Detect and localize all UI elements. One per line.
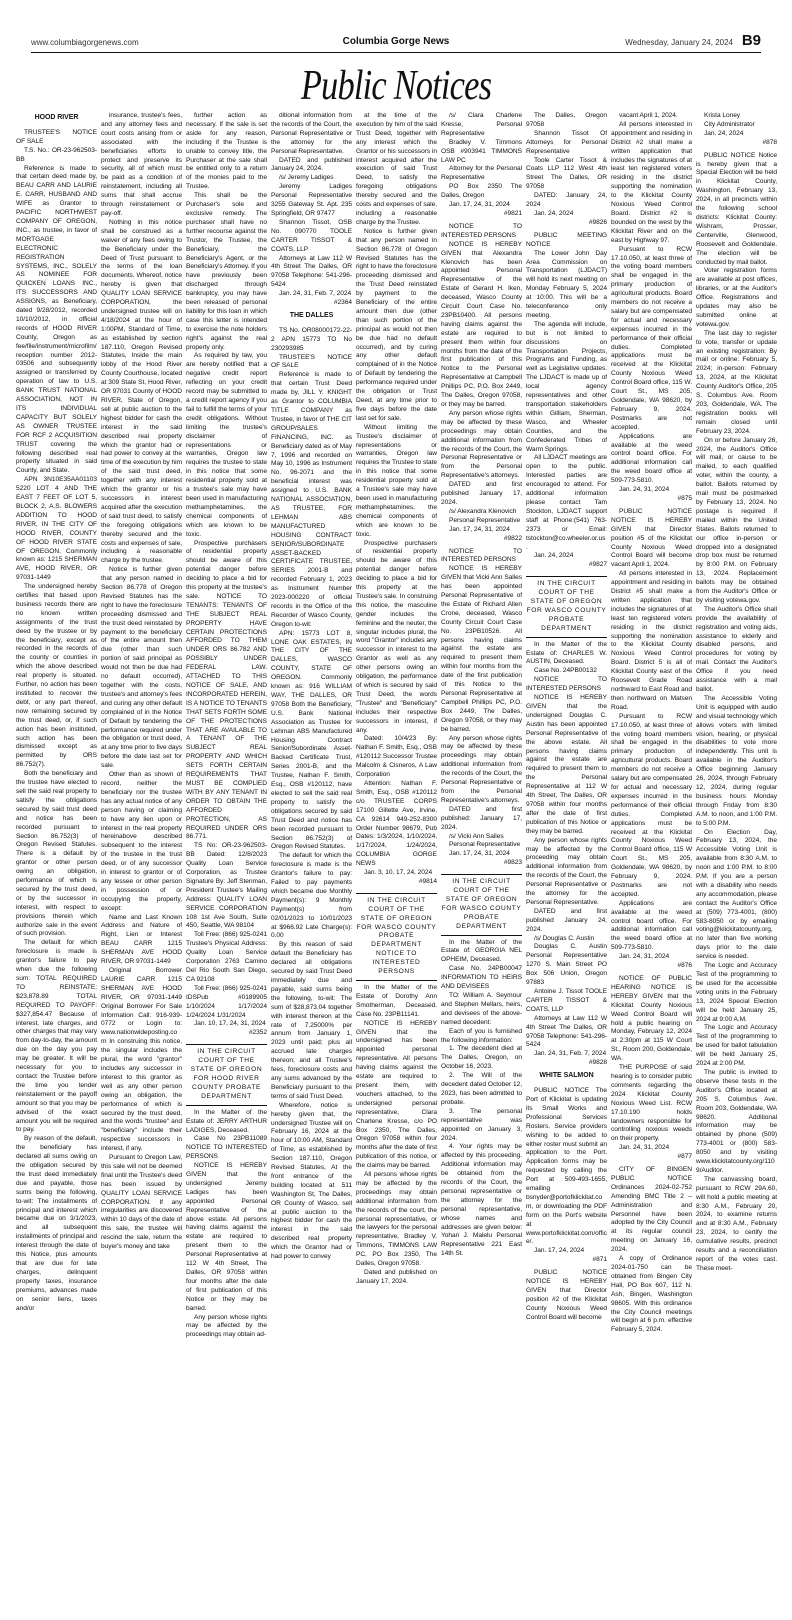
notice-paragraph: A copy of Ordinance 2024-01-750 can be obtained from Bingen City Hall, PO Box 607, 112 N. Ash, Bingen, Washington 98605. With this ordinance the City Council meetings will begin at 6 p.m. effective February 5, 2024. xyxy=(611,1255,692,1334)
notice-paragraph: PUBLIC NOTICE Notice is hereby given that a Special Election will be held in Klickitat County, Washington, February 13, 2024, in all precincts within the following school districts: Klickitat County: Wishram, Prosser, Centerville, Glenwood, Roosevelt and Goldendale. The election will be conducted by mail ballot. xyxy=(696,151,777,266)
notice-paragraph: vacant April 1, 2024. xyxy=(619,112,678,119)
notice-paragraph: Voter registration forms are available at post offices, libraries, or at the Auditor's Office. Registrations and updates may also be submitted online at votewa.gov. xyxy=(696,267,777,328)
notice-paragraph: NOTICE IS HEREBY GIVEN that the undersigned Jeremy Ladiges has been appointed Personal Representative of the above estate. All persons having claims against the estate are required to present them to the Personal Representative at 112 W 4th Street, The Dalles, OR 97058 within four months after the date of first publication of this Notice or they may be barred. xyxy=(186,1162,267,1312)
notice-paragraph: The Lower John Day Area Commission on Transportation (LJDACT) will hold its next meeting on Monday February 5, 2024 at 10:00. This will be a teleconference only meeting. xyxy=(526,249,607,319)
notice-number: #2352 xyxy=(248,1029,267,1037)
notice-paragraph: TS No: OR-23-962503-BB Dated: 12/8/2023 Quality Loan Service Corporation, as Trustee Signature By: Jeff Stenman, President Trustee's Mailing Address: QUALITY LOAN SERVICE CORPORATION 108 1st Ave South, Suite 450, Seattle, WA 98104 xyxy=(186,842,267,930)
notice-paragraph: Personal Representative xyxy=(449,516,521,524)
notice-paragraph: The Dalles, Oregon 97058 xyxy=(526,112,607,128)
notice-paragraph: PUBLIC NOTICE NOTICE IS HEREBY GIVEN that Director position #5 of the Klickitat County Noxious Weed Control Board will become vacant April 1, 2024. xyxy=(611,507,692,569)
notice-paragraph: DATED and first published: January 17, 2024. xyxy=(441,805,522,831)
notice-column xyxy=(271,112,352,1607)
notice-paragraph: Any person whose rights may be affected by the proceedings may obtain ad- xyxy=(186,1313,267,1339)
notice-paragraph: Without limiting the Trustee's disclaimer of representations or warranties, Oregon law requires the Trustee to state in this notice that some residential property sold at a Trustee's sale may have been used in manufacturing methamphetamines, the chemical components of which are known to be toxic. xyxy=(356,423,437,538)
notice-paragraph: Attorneys at Law 112 W 4th Street The Dalles, OR 97058 Telephone: 541-296-5424 xyxy=(271,254,352,289)
notice-paragraph: Personal Representative xyxy=(449,841,521,849)
notice-paragraph: DATED and published January 24, 2024. xyxy=(271,156,352,173)
notice-paragraph: All LJDACT meetings are open to the public. Interested parties are encouraged to attend. For additional information please contact Tam Stockton, LJDACT support staff at Phone:(541) 763-2373 or Email: tstockton@co.wheeler.or.us. xyxy=(526,454,607,551)
notice-paragraph: ditional information from the records of the Court, the Personal Representative or the attorney for the Personal Representative. xyxy=(271,112,352,155)
notice-number: #877 xyxy=(677,1153,692,1161)
notice-paragraph: All persons interested in appointment and residing in District #5 shall make a written application that includes the signatures of at least ten registered voters residing in the district supporting the nomination to the Klickitat County Noxious Weed Control Board. District 5 is all of Klickitat County east of the Roosevelt Grade Road northward to East Road and then northward on Matsen Road. xyxy=(611,570,692,711)
notice-number: #871 xyxy=(592,1256,607,1264)
notices-columns xyxy=(16,112,778,1607)
notice-paragraph: Pursuant to RCW 17.10.050, at least three of the voting board members shall be engaged in the primary production of agricultural products. Board members do not receive a salary but are compensated for actual and necessary expenses incurred in the performance of their official duties. Completed applications must be received at the Klickitat County Noxious Weed Control Board office, 115 W Court St., MS 205, Goldendale, WA 98620, by February 9, 2024. Postmarks are not accepted. xyxy=(611,712,692,898)
notice-paragraph: Jan. 10, 17, 24, 31, 2024 xyxy=(194,1020,266,1028)
notice-paragraph: Each of you is furnished the following information: xyxy=(441,1027,522,1044)
notice-column xyxy=(611,112,692,1607)
section-title: Public Notices xyxy=(300,63,492,109)
notice-paragraph: PUBLIC MEETING NOTICE xyxy=(526,231,607,248)
notice-paragraph: The public is invited to observe these tests in the Auditor's Office located at 205 S. Columbus Ave. Room 203, Goldendale, WA 98620. Additional information may be obtained by phone (509) 773-4001 or (800) 583-8050 and by visiting www.klickitatcounty.org/1109/Auditor. xyxy=(696,1068,777,1174)
notice-paragraph: 1. The decedent died at The Dalles, Oregon, on October 16, 2023. xyxy=(441,1045,522,1071)
notice-paragraph: NOTICE TO INTERESTED PERSONS xyxy=(526,676,607,693)
notice-column xyxy=(696,112,777,1607)
notice-paragraph: NOTICE IS HEREBY GIVEN that the undersigned Douglas C. Austin has been appointed Personal Representative of the above estate. All persons having claims against the estate are required to present them to the Personal Representative at 112 W 4th Street, The Dalles, OR 97058 within four months after the date of first publication of this Notice or they may be barred. xyxy=(526,694,607,835)
notice-paragraph: Jan. 17, 24, 31, 2024 xyxy=(449,850,510,858)
notice-paragraph: The last day to register to vote, transfer or update an existing registration: By mail or online: February 5, 2024; in-person: February 13, 2024, at the Klickitat County Auditor's Office, 205 S. Columbus Ave. Room 203, Goldendale, WA. The registration books will remain closed until February 23, 2024. xyxy=(696,329,777,435)
notice-number: #878 xyxy=(762,138,777,146)
notice-paragraph: The Logic and Accuracy Test of the programming to be used for the accessible voting units in the February 13, 2024 Special Election will be held January 25, 2024 at 9:00 A.M. xyxy=(696,962,777,1023)
notice-paragraph: Applications are available at the weed control board office. For additional information call the weed board office at 509-773-5810. xyxy=(611,899,692,952)
notice-paragraph: Jan. 17, 24, 31, 2024 xyxy=(449,201,510,209)
page-number: B9 xyxy=(741,32,761,49)
notice-number: #876 xyxy=(677,962,692,970)
notice-paragraph: Notice is further given that any person named in Section 86.778 of Oregon Revised Statutes has the right to have the foreclosure proceeding dismissed and the trust deed reinstated by payment to the beneficiary of the entire amount then due (other than such portion of said principal as would not then be due had no default occurred), together with the costs, trustee's and attorney's fees and curing any other default complained of in the Notice of Default by tendering the performance required under the obligation or trust deed, at any time prior to five days before the date last set for sale. xyxy=(101,566,182,770)
notice-paragraph: NOTICE TO INTERESTED PERSONS xyxy=(441,547,522,564)
notice-paragraph: PUBLIC NOTICE The Port of Klickitat is updating its Small Works and Professional Services Rosters. Service providers wishing to be added to either roster must submit an application to the Port. Application forms may be requested by calling the Port at 509-493-1655, emailing bsnyder@portofklickitat.com, or downloading the PDF form on the Port's website at www.portofklickitat.com/office/. xyxy=(526,1087,607,1246)
notice-paragraph: insurance, trustee's fees, and any attorney fees and court costs arising from or associated with the beneficiaries efforts to protect and preserve its security, all of which must be paid as a condition of reinstatement, including all sums that shall accrue through reinstatement or pay-off. xyxy=(101,112,182,217)
notice-column xyxy=(16,112,97,1607)
website-url[interactable]: www.columbiagorgenews.com xyxy=(31,38,139,47)
notice-paragraph: Notice is further given that any person named in Section 86.778 of Oregon Revised Statutes has the right to have the foreclosure proceeding dismissed and the Trust Deed reinstated by payment to the Beneficiary of the entire amount then due (other than such portion of the principal as would not then be due had no default occurred), and by curing any other default complained of in the Notice of Default by tendering the performance required under the obligation or Trust Deed, at any time prior to five days before the date last set for sale. xyxy=(356,227,437,422)
notice-paragraph: Attorneys at Law 112 W 4th Street The Dalles, OR 97058 Telephone: 541-296-5424 xyxy=(526,1014,607,1049)
notice-paragraph: PUBLIC NOTICE NOTICE IS HEREBY GIVEN that Director position #2 of the Klickitat County Noxious Weed Control Board will become xyxy=(526,1269,607,1321)
notice-paragraph: Pursuant to RCW 17.10.050, at least three of the voting board members shall be engaged in the primary production of agricultural products. Board members do not receive a salary but are compensated for actual and necessary expenses incurred in the performance of their official duties. Completed applications must be received at the Klickitat County Noxious Weed Control Board office, 115 W. Court St., MS 205, Goldendale, WA 98620, by February 9, 2024. Postmarks are not accepted. xyxy=(611,245,692,431)
court-caption: IN THE CIRCUIT COURT OF THE STATE OF OREGON FOR HOOD RIVER COUNTY PROBATE DEPARTMENT xyxy=(186,1044,267,1105)
notice-paragraph: Other than as shown of record, neither the beneficiary nor the trustee has any actual notice of any person having or claiming to have any lien upon or interest in the real property hereinabove described subsequent to the interest of the trustee in the trust deed, or of any successor in interest to grantor or of any lessee or other person in possession of or occupying the property, except: xyxy=(101,771,182,912)
notice-paragraph: Prospective purchasers of residential property should be aware of this potential danger before deciding to place a bid for this property at the Trustee's sale. In construing this notice, the masculine gender includes the feminine and the neuter, the singular includes plural, the word "Grantor" includes any successor in interest to the Grantor as well as any other persons owing an obligation, the performance of which is secured by said Trust Deed, the words "Trustee" and "Beneficiary" includes their respective successors in interest, if any. xyxy=(356,539,437,734)
notice-paragraph: TRUSTEE'S NOTICE OF SALE xyxy=(271,353,352,370)
section-heading: WHITE SALMON xyxy=(539,1072,594,1080)
notice-paragraph: City Administrator xyxy=(704,120,755,128)
notice-paragraph: Dated and published on January 17, 2024. xyxy=(356,1269,437,1285)
notice-paragraph: Dated: 10/4/23 By: Nathan F. Smith, Esq., OSB #120112 Successor Trustee Malcolm & Cisneros, A Law Corporation xyxy=(356,735,437,779)
court-caption: IN THE CIRCUIT COURT OF THE STATE OF OREGON FOR WASCO COUNTY PROBATE DEPARTMENT xyxy=(441,874,522,935)
notice-paragraph: TS No. OR08000172-22-2 APN 15773 TO No 230293985 xyxy=(271,326,352,352)
notice-column xyxy=(441,112,522,1607)
notice-paragraph: By reason of the default, the beneficiary has declared all sums owing on the obligation secured by the trust deed immediately due and payable, those sums being the following, to-wit: The installments of principal and interest which became due on 3/1/2023, and all subsequent installments of principal and interest through the date of this Notice, plus amounts that are due for late charges, delinquent property taxes, insurance premiums, advances made on senior liens, taxes and/or xyxy=(16,1135,97,1312)
notice-paragraph: Jan. 24, 2024 xyxy=(534,552,574,560)
notice-paragraph: Jan. 24, 2024 xyxy=(704,129,744,137)
notice-paragraph: DATED and first published January 17, 2024. xyxy=(441,481,522,506)
notice-paragraph: Bradley V. Timmons OSB #903941 TIMMONS LAW PC xyxy=(441,138,522,164)
notice-paragraph: THE PURPOSE of said hearing is to consider public comments regarding the 2024 Klickitat County Noxious Weed List. RCW 17.10.190 holds landowners responsible for controlling noxious weeds on their property. xyxy=(611,1064,692,1143)
notice-paragraph: further action as necessary. If the sale is set aside for any reason, including if the Trustee is unable to convey title, the Purchaser at the sale shall be entitled only to a return of the monies paid to the Trustee. xyxy=(186,112,267,191)
notice-paragraph: Reference is made to that certain Trust Deed made by, JILL Y. KNIGHT as Grantor to COLUMBIA TITLE COMPANY as Trustee, in favor of THE CIT GROUP/SALES FINANCING, INC. as Beneficiary dated as of May 7, 1996 and recorded on May 10, 1996 as Instrument No. 96-2071 and the beneficial interest was assigned to U.S. BANK NATIONAL ASSOCIATION, AS TRUSTEE, FOR LEHMAN ABS MANUFACTURED HOUSING CONTRACT SENIOR/SUBORDINATE ASSET-BACKED CERTIFICATE TRUSTEE, SERIES 2001-B and recorded February 1, 2023 as Instrument Number 2023-000220 of official records in the Office of the Recorder of Wasco County, Oregon to-wit: xyxy=(271,371,352,628)
notice-paragraph: Jan. 24, 31, Feb. 7, 2024 xyxy=(279,290,352,298)
notice-paragraph: Applications are available at the weed control board office. For additional information call the weed board office at 509-773-5810. xyxy=(611,432,692,485)
notice-paragraph: /s/ Vicki Ann Salles xyxy=(449,832,504,840)
notice-paragraph: APN: 15773 LOT 8, LONE OAK ESTATES, IN THE CITY OF THE DALLES, WASCO COUNTY, STATE OF OREGON. Commonly known as: 916 WILLIAM WAY, THE DALLES, OR 97058 Both the Beneficiary, U.S. Bank National Association as Trustee for Lehman ABS Manufactured Housing Contract Senior/Subordinate Asset-Backed Certificate Trust, Series 2001-B, and the Trustee, Nathan F. Smith, Esq., OSB #120112, have elected to sell the said real property to satisfy the obligations secured by said Trust Deed and notice has been recorded pursuant to Section 86.752(3) of Oregon Revised Statutes. xyxy=(271,629,352,851)
notice-paragraph: All persons interested in appointment and residing in District #2 shall make a written application that includes the signatures of at least ten registered voters residing in the district supporting the nomination to the Klickitat County Noxious Weed Control Board. District #2 is bounded on the west by the Klickitat River and on the east by Highway 97. xyxy=(611,120,692,244)
notice-paragraph: Original Borrower LAURIE CARR 1215 SHERMAN AVE HOOD RIVER, OR 97031-1449 Original Borrower For Sale Information Call: 916-939-0772 or Login to: www.nationwideposting.com In construing this notice, the singular includes the plural, the word "grantor" includes any successor in interest to this grantor as well as any other person owing an obligation, the performance of which is secured by the trust deed, and the words "trustee" and "beneficiary" include their respective successors in interest, if any. xyxy=(101,967,182,1153)
notice-paragraph: DATED and first published January 24, 2024. xyxy=(526,907,607,933)
notice-paragraph: 4. Your rights may be affected by this proceeding. Additional information may be obtained from the records of the Court, the personal representative or the attorney for the personal representative, whose names and addresses are given below: Yohan J. Malelu Personal Representative 221 East 14th St. xyxy=(441,1143,522,1258)
notice-paragraph: Name and Last Known Address and Nature of Right, Lien or Interest BEAU CARR 1215 SHERMAN AVE HOOD RIVER, OR 97031-1449 xyxy=(101,913,182,966)
notice-paragraph: In the Matter of the Estate of: JERRY ARTHUR LADIGES, Deceased. xyxy=(186,1108,267,1134)
notice-column xyxy=(186,112,267,1607)
notice-paragraph: Jan. 24, 31, Feb. 7, 2024 xyxy=(534,1050,607,1058)
notice-paragraph: In the Matter of the Estate of Dorothy Ann Smotherman, Deceased. Case No. 23PB11141. xyxy=(356,984,437,1018)
notice-paragraph: Jan. 17, 24, 31, 2024 xyxy=(449,525,510,533)
notice-paragraph: Jeremy Ladiges Personal Representative 3255 Gateway St. Apt. 235 Springfield, OR 97477 xyxy=(271,183,352,217)
notice-paragraph: 3. The personal representative was appointed on January 3, 2024. xyxy=(441,1107,522,1142)
notice-paragraph: The agenda will include, but is not limited to discussions on Transportation Projects, Programs and Funding, as well as Legislative updates. The LJDACT is made up of local agency representatives and other transportation stakeholders within Gilliam, Sherman, Wasco, and Wheeler Counties, and the Confederated Tribes of Warm Springs. xyxy=(526,320,607,453)
notice-number: #9826 xyxy=(588,218,607,226)
notice-paragraph: /s/ Alexandra Klenovich xyxy=(449,507,517,515)
notice-number: #9823 xyxy=(503,859,522,867)
notice-paragraph: Pursuant to Oregon Law, this sale will not be deemed final until the Trustee's deed has been issued by QUALITY LOAN SERVICE CORPORATION. If any irregularities are discovered within 10 days of the date of this sale, the trustee will rescind the sale, return the buyer's money and take xyxy=(101,1154,182,1251)
notice-paragraph: Douglas C. Austin Personal Representative 1270 S. Main Street PO Box 506 Union, Oregon 97883 xyxy=(526,943,607,987)
notice-number: #2364 xyxy=(333,299,352,307)
notice-paragraph: The canvassing board, pursuant to RCW 29A.60, will hold a public meeting at 8:30 A.M., February 20, 2024, to examine returns and at 8:30 A.M., February 23, 2024, to certify the cumulative results, precinct results and a reconciliation report of the votes cast. These meet- xyxy=(696,1175,777,1272)
notice-paragraph: Toll Free: (866) 925-0241 IDSPub #0189905 1/10/2024 1/17/2024 1/24/2024 1/31/2024 xyxy=(186,984,267,1019)
notice-paragraph: Wherefore, notice is hereby given that, the undersigned Trustee will on February 16, 2024 at the hour of 10:00 AM, Standard of Time, as established by Section 187.110, Oregon Revised Statutes, At the front entrance of the building located at 511 Washington St, The Dalles, OR County of Wasco, sell at public auction to the highest bidder for cash the interest in the said described real property which the Grantor had or had power to convey xyxy=(271,1101,352,1261)
notice-paragraph: /s/ Douglas C. Austin xyxy=(534,934,595,942)
notice-paragraph: Jan. 17, 24, 2024 xyxy=(534,1247,585,1255)
publication-name: Columbia Gorge News xyxy=(342,36,450,47)
notice-number: #9821 xyxy=(503,209,522,217)
notice-paragraph: On or before January 26, 2024, the Auditor's Office will mail, or cause to be mailed, to each qualified voter, within the county, a ballot. Ballots returned by mail must be postmarked by February 13, 2024. No postage is required if mailed within the United States. Ballots returned to our office in-person or dropped into a designated drop box must be returned by 8:00 P.M. on February 13, 2024. Replacement ballots may be obtained from the Auditor's Office or by visiting votewa.gov. xyxy=(696,436,777,604)
notice-paragraph: Jan. 24, 31, 2024 xyxy=(619,486,670,494)
notice-paragraph: The default for which the foreclosure is made is the Grantor's failure to pay: Failed to pay payments which became due Monthly Payment(s): 9 Monthly Payment(s) from 02/01/2023 to 10/01/2023 at $966.92 Late Charge(s): 0.00 xyxy=(271,852,352,940)
notice-paragraph: Jan. 24, 31, 2024 xyxy=(619,953,670,961)
notice-paragraph: The Logic and Accuracy Test of the programming to be used for ballot tabulation will be held January 25, 2024 at 2:00 PM. xyxy=(696,1024,777,1068)
notice-paragraph: Jan. 3, 10, 17, 24, 2024 xyxy=(364,869,433,877)
notice-paragraph: Any person whose rights may be affected by these proceedings may obtain additional information from the records of the Court, the Personal Representative or from the Personal Representative's attorneys. xyxy=(441,734,522,804)
notice-paragraph: Shannon Tissot Of Attorneys for Personal Representative xyxy=(526,129,607,155)
notice-paragraph: As required by law, you are hereby notified that a negative credit report reflecting on your credit record may be submitted to a credit report agency if you fail to fulfill the terms of your credit obligations. Without limiting the trustee's disclaimer of representations or warranties, Oregon law requires the trustee to state in this notice that some residential property sold at a trustee's sale may have been used in manufacturing methamphetamines, the chemical components of which are known to be toxic. xyxy=(186,352,267,538)
issue-date: Wednesday, January 24, 2024 xyxy=(625,38,733,47)
notice-paragraph: The default for which foreclosure is made is grantor's failure to pay when due the following sum: TOTAL REQUIRED TO REINSTATE: $23,878.89 TOTAL REQUIRED TO PAYOFF: $327,854.47 Because of interest, late charges, and other charges that may vary from day-to-day, the amount due on the day you pay may be greater. It will be necessary for you to contact the Trustee before the time you tender reinstatement or the payoff amount so that you may be advised of the exact amount you will be required to pay. xyxy=(16,939,97,1134)
notice-paragraph: On Election Day, February 13, 2024, the Accessible Voting Unit is available from 8:30 A.M. to noon and 1:00 P.M. to 8:00 P.M. If you are a person with a disability who needs any accommodation, please contact the Auditor's Office at (509) 773-4001, (800) 583-8050 or by emailing voting@klickitatcounty.org, no later than five working days prior to the date service is needed. xyxy=(696,828,777,961)
notice-paragraph: DATED: January 24, 2024 xyxy=(526,192,607,209)
notice-paragraph: NOTICE OF PUBLIC HEARING NOTICE IS HEREBY GIVEN that the Klickitat County Noxious Weed Control Board will hold a public hearing on Monday, February 12, 2024 at 2:30pm at 115 W Court St., Room 200, Goldendale, WA. xyxy=(611,975,692,1063)
notice-paragraph: Toole Carter Tissot & Coats LLP 112 West 4th Street The Dalles, OR 97058 xyxy=(526,156,607,191)
notice-paragraph: Case No. 24PB00132 xyxy=(534,667,597,675)
notice-number: #875 xyxy=(677,494,692,502)
notice-paragraph: Jan. 24, 31, 2024 xyxy=(619,1144,670,1152)
notice-paragraph: TRUSTEE'S NOTICE OF SALE xyxy=(16,128,97,145)
notice-paragraph: Attention: Nathan F. Smith, Esq., OSB #120112 c/o TRUSTEE CORPS 17100 Gillette Ave, Irvine, CA 92614 949-252-8300 Order Number 98679, Pub Dates: 1/3/2024, 1/10/2024, 1/17/2024, 1/24/2024, COLUMBIA GORGE NEWS xyxy=(356,779,437,868)
notice-column xyxy=(101,112,182,1607)
section-heading: HOOD RIVER xyxy=(34,114,79,121)
notice-paragraph: Attorney for the Personal Representative xyxy=(441,165,522,182)
notice-paragraph: 2. The Will of the decedent dated October 12, 2023, has been admitted to probate. xyxy=(441,1072,522,1106)
notice-paragraph: By this reason of said default the Beneficiary has declared all obligations secured by said Trust Deed immediately due and payable, said sums being the following, to-wit: The sum of $28,873.04 together with interest thereon at the rate of 7.25000% per annum from January 1, 2023 until paid; plus all accrued late charges thereon; and all Trustee's fees, foreclosure costs and any sums advanced by the Beneficiary pursuant to the terms of said Trust Deed. xyxy=(271,941,352,1100)
notice-paragraph: Prospective purchasers of residential property should be aware of this potential danger before deciding to place a bid for this property at the trustee's sale. NOTICE TO TENANTS: TENANTS OF THE SUBJECT REAL PROPERTY HAVE CERTAIN PROTECTIONS AFFORDED TO THEM UNDER ORS 86.782 AND POSSIBLY UNDER FEDERAL LAW. ATTACHED TO THIS NOTICE OF SALE, AND INCORPORATED HEREIN, IS A NOTICE TO TENANTS THAT SETS FORTH SOME OF THE PROTECTIONS THAT ARE AVAILABLE TO A TENANT OF THE SUBJECT REAL PROPERTY AND WHICH SETS FORTH CERTAIN REQUIREMENTS THAT MUST BE COMPLIED WITH BY ANY TENANT IN ORDER TO OBTAIN THE AFFORDED PROTECTION, AS REQUIRED UNDER ORS 86.771. xyxy=(186,539,267,841)
notice-number: #9822 xyxy=(503,534,522,542)
notice-number: #9828 xyxy=(588,1059,607,1067)
notice-paragraph: The Auditor's Office shall provide the availability of registration and voting aids, assistance to elderly and disabled persons, and procedures for voting by mail. Contact the Auditor's Office if you need assistance with a mail ballot. xyxy=(696,605,777,693)
notice-paragraph: Toll Free: (866) 925-0241 Trustee's Physical Address: Quality Loan Service Corporation 2763 Camino Del Rio South San Diego, CA 92108 xyxy=(186,931,267,983)
page-header xyxy=(31,30,761,53)
notice-paragraph: Krista Loney xyxy=(704,112,741,119)
notice-paragraph: The Accessible Voting Unit is equipped with audio and visual technology which allows voters with limited vision, hearing, or physical disabilities to vote more independently. This unit is available in the Auditor's Office beginning January 26, 2024, through February 12, 2024, during regular business hours Monday through Friday from 8:30 A.M. to noon, and 1:00 P.M. to 5:00 P.M. xyxy=(696,694,777,827)
notice-paragraph: Nothing in this notice shall be construed as a waiver of any fees owing to the Beneficiary under the Deed of Trust pursuant to the terms of the loan documents. Whereof, notice hereby is given that QUALITY LOAN SERVICE CORPORATION, the undersigned trustee will on 4/18/2024 at the hour of 1:00PM, Standard of Time, as established by section 187.110, Oregon Revised Statutes, Inside the main lobby of the Hood River County Courthouse, located at 309 State St, Hood River, OR 97031 County of HOOD RIVER, State of Oregon, sell at public auction to the highest bidder for cash the interest in the said described real property which the grantor had or had power to convey at the time of the execution by him of the said trust deed, together with any interest which the grantor or his successors in interest acquired after the execution of said trust deed, to satisfy the foregoing obligations thereby secured and the costs and expenses of sale, including a reasonable charge by the trustee. xyxy=(101,218,182,565)
court-caption: IN THE CIRCUIT COURT OF THE STATE OF OREGON FOR WASCO COUNTY PROBATE DEPARTMENT NOTICE TO INTERESTED PERSONS xyxy=(356,893,437,981)
notice-paragraph: TO: William A. Seymour and Stephen Mellars, heirs, and devisees of the above-named decedent: xyxy=(441,992,522,1026)
court-caption: IN THE CIRCUIT COURT OF THE STATE OF OREGON FOR WASCO COUNTY PROBATE DEPARTMENT xyxy=(526,576,607,637)
notice-paragraph: Reference is made to that certain deed made by, BEAU CARR AND LAURIE E. CARR, HUSBAND AND WIFE as Grantor to PACIFIC NORTHWEST COMPANY OF OREGON, INC., as trustee, in favor of MORTGAGE ELECTRONIC REGISTRATION SYSTEMS, INC., SOLELY AS NOMINEE FOR QUICKEN LOANS INC., ITS SUCCESSORS AND ASSIGNS, as Beneficiary, dated 9/28/2012, recorded 10/10/2012, in official records of HOOD RIVER County, Oregon as fee/file/instrument/microfilm/reception number 2012-03506 and subsequently assigned or transferred by operation of law to U.S. BANK TRUST NATIONAL ASSOCIATION, NOT IN ITS INDIVIDUAL CAPACITY BUT SOLELY AS OWNER TRUSTEE FOR RCF 2 ACQUISITION TRUST covering the following described real property situated in said County, and State. xyxy=(16,164,97,475)
notice-paragraph: CITY OF BINGEN PUBLIC NOTICE Ordinances 2024-02-752 Amending BMC Title 2 – Administration and Personnel have been adopted by the City Council at its regular council meeting on January 16, 2024. xyxy=(611,1166,692,1254)
notice-paragraph: In the Matter of the Estate of: CHARLES W. AUSTIN, Deceased. xyxy=(526,640,607,666)
notice-paragraph: Jan. 24, 2024 xyxy=(534,209,574,217)
notice-paragraph: The undersigned hereby certifies that based upon business records there are no known written assignments of the trust deed by the trustee or by the beneficiary, except as recorded in the records of the county or counties in which the above described real property is situated. Further, no action has been instituted to recover the debt, or any part thereof, now remaining secured by the trust deed, or, if such action has been instituted, such action has been dismissed except as permitted by ORS 86.752(7). xyxy=(16,583,97,769)
notice-paragraph: Shannon Tissot, OSB No. 090770 TOOLE CARTER TISSOT & COATS, LLP xyxy=(271,218,352,253)
notice-paragraph: NOTICE IS HEREBY GIVEN that Alexandra Klenovich has been appointed Personal Representative of the Estate of Gerard H. Iken, deceased, Wasco County Circuit Court Case No. 23PB10400. All persons having claims against the estate are required to present them within four months from the date of the first publication of this Notice to the Personal Representative at Campbell Phillips PC, P.O. Box 2449, The Dalles, Oregon 97058, or they may be barred. xyxy=(441,240,522,408)
notice-paragraph: Antoine J. Tissot TOOLE CARTER TISSOT & COATS, LLP xyxy=(526,988,607,1013)
notice-paragraph: PO Box 2350 The Dalles, Oregon xyxy=(441,183,522,200)
section-heading: THE DALLES xyxy=(289,311,334,319)
notice-column xyxy=(356,112,437,1607)
notice-paragraph: Case No. 24PB00047 INFORMATION TO HEIRS AND DEVISEES xyxy=(441,965,522,991)
notice-number: #9827 xyxy=(588,561,607,569)
notice-paragraph: /s/ Clara Charlene Kresse, Personal Representative xyxy=(441,112,522,137)
notice-number: #9814 xyxy=(418,877,437,885)
notice-paragraph: This shall be the Purchaser's sole and exclusive remedy. The purchaser shall have no further recourse against the Trustor, the Trustee, the Beneficiary, the Beneficiary's Agent, or the Beneficiary's Attorney. If you have previously been discharged through bankruptcy, you may have been released of personal liability for this loan in which case this letter is intended to exercise the note holders right's against the real property only. xyxy=(186,192,267,351)
notice-paragraph: at the time of the execution by him of the said Trust Deed, together with any interest which the Grantor or his successors in interest acquired after the execution of said Trust Deed, to satisfy the foregoing obligations thereby secured and the costs and expenses of sale, including a reasonable charge by the Trustee. xyxy=(356,112,437,226)
notice-paragraph: Both the beneficiary and the trustee have elected to sell the said real property to satisfy the obligations secured by said trust deed and notice has been recorded pursuant to Section 86.752(3) of Oregon Revised Statutes. There is a default by grantor or other person owing an obligation, performance of which is secured by the trust deed, or by the successor in interest, with respect to provisions therein which authorize sale in the event of such provision. xyxy=(16,770,97,938)
notice-paragraph: NOTICE IS HEREBY GIVEN that the undersigned has been appointed personal representative. All persons having claims against the estate are required to present them, with vouchers attached, to the undersigned personal representative, Clara Charlene Kresse, c/o PO Box 2350, The Dalles, Oregon 97058 within four months after the date of first publication of this notice, or the claims may be barred. xyxy=(356,1019,437,1170)
notice-paragraph: All persons whose rights may be affected by the proceedings may obtain additional information from the records of the court, the personal representative, or the lawyers for the personal representative, Bradley V. Timmons, TIMMONS LAW PC, PO Box 2350, The Dalles, Oregon 97058. xyxy=(356,1171,437,1268)
notice-paragraph: Any person whose rights may be affected by these proceedings may obtain additional information from the records of the Court, the Personal Representative or from the Personal Representative's attorneys. xyxy=(441,409,522,480)
notice-paragraph: NOTICE TO INTERESTED PERSONS xyxy=(441,222,522,239)
notice-paragraph: Any person whose rights may be affected by the proceeding may obtain additional information from the records of the Court, the Personal Representative or the attorney for the Personal Representative. xyxy=(526,836,607,906)
notice-paragraph: APN 3N10E35AA01103 5220 LOT 4 AND THE EAST 7 FEET OF LOT 5, BLOCK 2, A.S. BLOWERS ADDITION TO HOOD RIVER, IN THE CITY OF HOOD RIVER, COUNTY OF HOOD RIVER STATE OF OREGON. Commonly known as: 1215 SHERMAN AVE, HOOD RIVER, OR 97031-1449 xyxy=(16,476,97,582)
notice-paragraph: In the Matter of the Estate of: GEORGIA NEL OPHEIM, Deceased. xyxy=(441,938,522,964)
notice-paragraph: T.S. No.: OR-23-962503-BB xyxy=(16,146,97,163)
notice-paragraph: Case No 23PB11089 NOTICE TO INTERESTED PERSONS xyxy=(186,1135,267,1161)
notice-paragraph: NOTICE IS HEREBY GIVEN that Vicki Ann Salles has been appointed Personal Representative of the Estate of Richard Allen Crone, deceased, Wasco County Circuit Court Case No. 23PB10526. All persons having claims against the estate are required to present them within four months from the date of the first publication of this Notice to the Personal Representative at Campbell Phillips PC, P.O. Box 2449, The Dalles, Oregon 97058, or they may be barred. xyxy=(441,565,522,733)
notice-paragraph: /s/ Jeremy Ladiges xyxy=(279,174,334,182)
notice-column xyxy=(526,112,607,1607)
